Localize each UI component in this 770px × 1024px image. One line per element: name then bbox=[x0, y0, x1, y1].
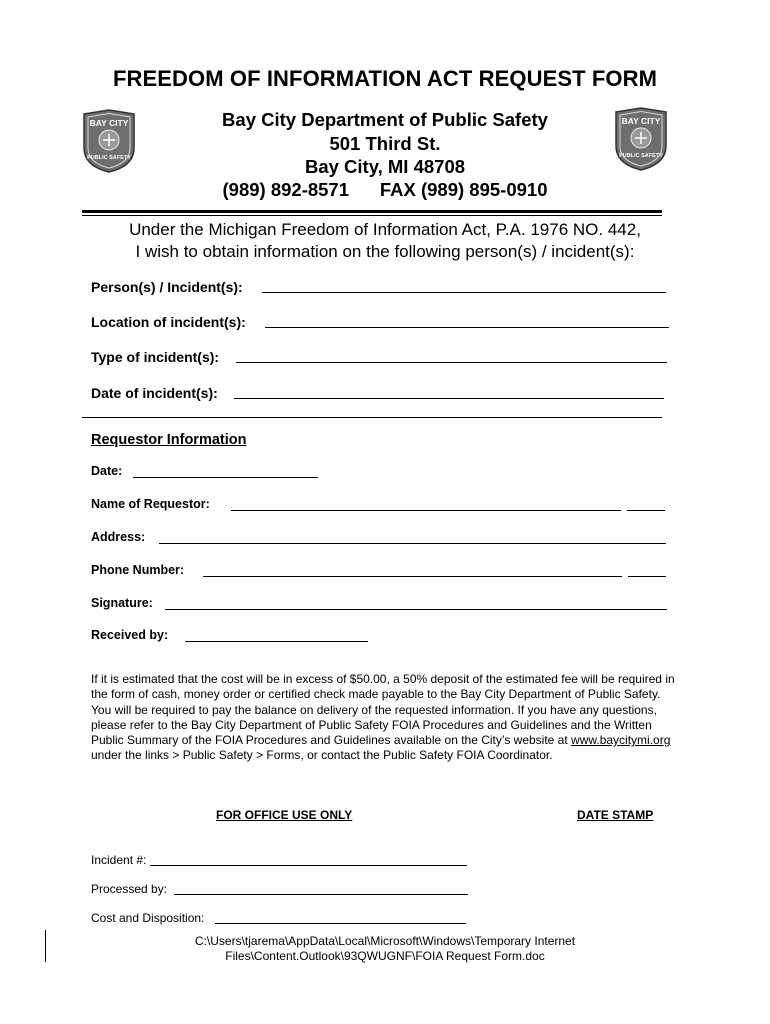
requestor-name-field-extra[interactable] bbox=[627, 510, 665, 511]
persons-incidents-field[interactable] bbox=[262, 292, 666, 293]
phone-field-extra[interactable] bbox=[628, 576, 666, 577]
processed-by-field[interactable] bbox=[174, 894, 468, 895]
processed-by-label: Processed by: bbox=[91, 882, 168, 896]
address-field[interactable] bbox=[159, 543, 666, 544]
city-website-link[interactable]: www.baycitymi.org bbox=[571, 733, 671, 748]
requestor-name-label: Name of Requestor: bbox=[91, 497, 210, 511]
badge-top-text: BAY CITY bbox=[621, 116, 661, 126]
badge-top-text: BAY CITY bbox=[89, 118, 129, 128]
cost-disposition-label: Cost and Disposition: bbox=[91, 911, 205, 925]
phone-fax: (989) 892-8571 FAX (989) 895-0910 bbox=[222, 179, 548, 200]
header-divider bbox=[82, 210, 662, 213]
incident-number-label: Incident #: bbox=[91, 853, 147, 867]
badge-bottom-text: PUBLIC SAFETY bbox=[619, 153, 663, 159]
incident-number-field[interactable] bbox=[150, 865, 467, 866]
date-incident-field[interactable] bbox=[234, 398, 664, 399]
phone-label: Phone Number: bbox=[91, 563, 185, 577]
department-name: Bay City Department of Public Safety bbox=[222, 109, 548, 130]
type-label: Type of incident(s): bbox=[91, 349, 220, 365]
requestor-name-field[interactable] bbox=[231, 510, 621, 511]
signature-field[interactable] bbox=[165, 609, 667, 610]
signature-label: Signature: bbox=[91, 596, 153, 610]
date-stamp-heading: DATE STAMP bbox=[577, 808, 654, 822]
requestor-heading: Requestor Information bbox=[91, 432, 247, 448]
file-path-line-1: C:\Users\tjarema\AppData\Local\Microsoft\Windows\Temporary Internet bbox=[194, 934, 576, 948]
location-label: Location of incident(s): bbox=[91, 314, 246, 330]
header-divider-thin bbox=[82, 215, 662, 216]
form-title: FREEDOM OF INFORMATION ACT REQUEST FORM bbox=[112, 66, 658, 91]
badge-bottom-text: PUBLIC SAFETY bbox=[87, 155, 131, 161]
received-by-field[interactable] bbox=[185, 641, 368, 642]
type-field[interactable] bbox=[236, 362, 667, 363]
location-field[interactable] bbox=[265, 327, 669, 328]
date-field[interactable] bbox=[133, 477, 318, 478]
date-label: Date: bbox=[91, 464, 123, 478]
phone-field[interactable] bbox=[203, 576, 622, 577]
city-address: Bay City, MI 48708 bbox=[304, 156, 466, 177]
street-address: 501 Third St. bbox=[329, 133, 441, 154]
received-by-label: Received by: bbox=[91, 628, 169, 642]
file-path-line-2: Files\Content.Outlook\93QWUGNF\FOIA Request Form.doc bbox=[225, 949, 545, 963]
intro-line-1: Under the Michigan Freedom of Information Act, P.A. 1976 NO. 442, bbox=[129, 220, 641, 239]
date-incident-label: Date of incident(s): bbox=[91, 385, 218, 401]
section-divider bbox=[82, 417, 662, 418]
address-label: Address: bbox=[91, 530, 146, 544]
cost-notice: If it is estimated that the cost will be in excess of $50.00, a 50% deposit of the estimated fee will be required in the form of cash, money order or certified check made payable to the Bay City Department of Public Safety. You will be required to pay the balance on delivery of the requested information. If you have any questions, please refer to the Bay City Department of Public Safety FOIA Procedures and Guidelines and the Written Public Summary of the FOIA Procedures and Guidelines available on the City’s website at www.baycitymi.org under the links > Public Safety > Forms, or contact the Public Safety FOIA Coordinator. bbox=[91, 672, 675, 763]
intro-line-2: I wish to obtain information on the following person(s) / incident(s): bbox=[135, 242, 635, 261]
office-use-heading: FOR OFFICE USE ONLY bbox=[216, 808, 353, 822]
persons-incidents-label: Person(s) / Incident(s): bbox=[91, 279, 243, 295]
cost-disposition-field[interactable] bbox=[215, 923, 466, 924]
